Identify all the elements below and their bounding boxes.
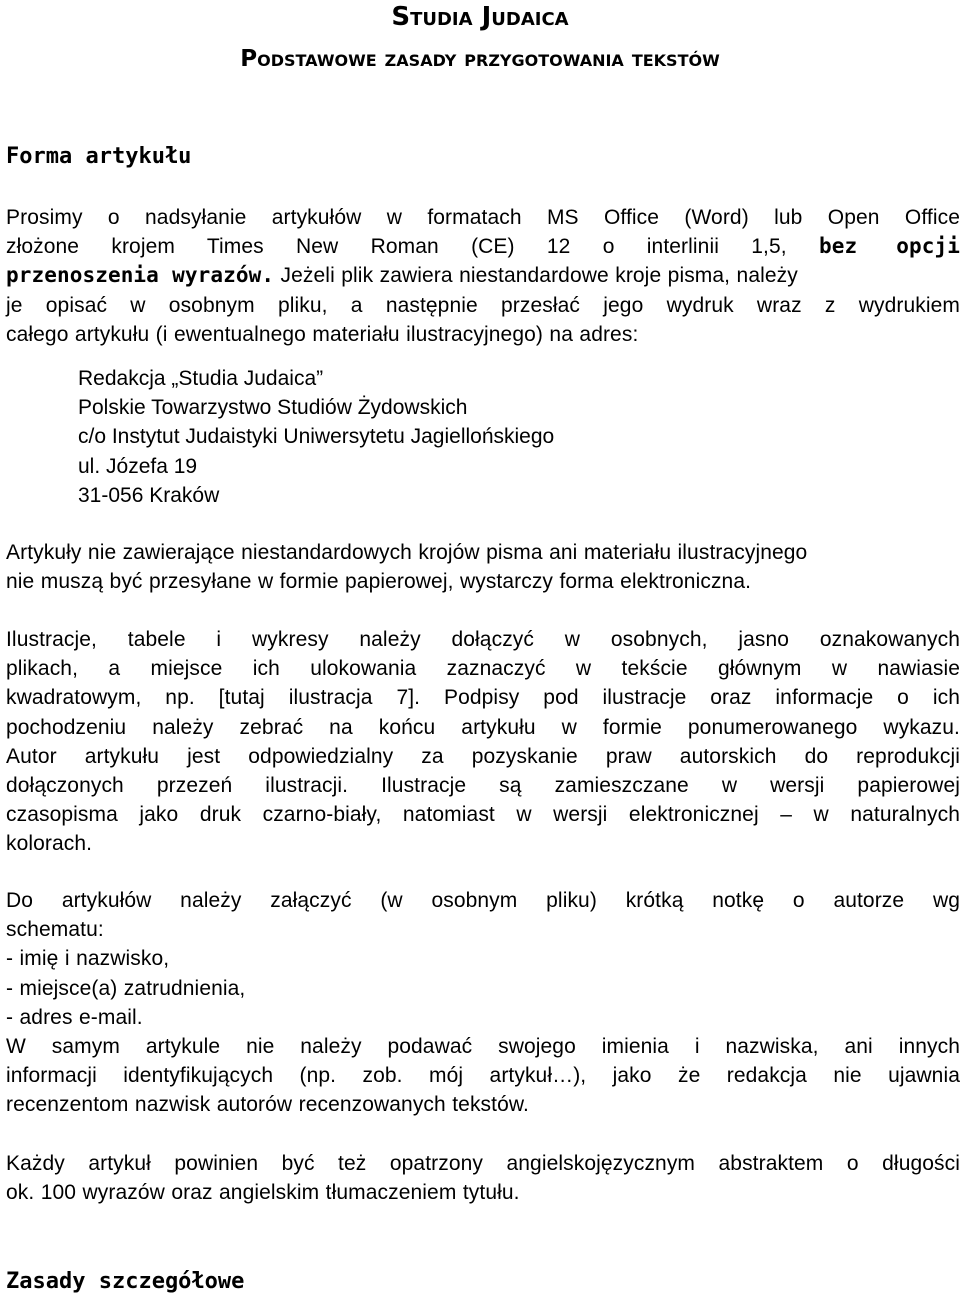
paragraph-line: czasopisma jako druk czarno-biały, natomiast w wersji elektronicznej – w naturalnych [6,803,960,827]
paragraph-line: informacji identyfikujących (np. zob. mój artykuł…), jako że redakcja nie ujawnia [6,1064,960,1088]
document-subtitle: Podstawowe zasady przygotowania tekstów [240,46,720,72]
paragraph-line: Do artykułów należy załączyć (w osobnym pliku) krótką notkę o autorze wg [6,889,960,912]
paragraph-line [6,232,960,261]
paragraph-line: kwadratowym, np. [tutaj ilustracja 7]. Podpisy pod ilustracje oraz informacje o ich [6,686,960,710]
paragraph-line: Autor artykułu jest odpowiedzialny za pozyskanie praw autorskich do reprodukcji [6,744,960,768]
list-item: - imię i nazwisko, [6,947,170,971]
address-line: 31-056 Kraków [78,483,220,507]
paragraph-line: pochodzeniu należy zebrać na końcu artykułu w formie ponumerowanego wykazu. [6,715,960,739]
paragraph-line: Prosimy o nadsyłanie artykułów w formatach MS Office (Word) lub Open Office [6,206,960,229]
paragraph-line: nie muszą być przesyłane w formie papierowej, wystarczy forma elektroniczna. [6,570,752,594]
bold-emphasis: przenoszenia wyrazów. [6,263,275,288]
paragraph-line: Ilustracje, tabele i wykresy należy dołączyć w osobnych, jasno oznakowanych [6,628,960,651]
paragraph-line-text: złożone krojem Times New Roman (CE) 12 o interlinii 1,5, [6,235,787,259]
paragraph-line-text: Jeżeli plik zawiera niestandardowe kroje pisma, należy [274,264,798,288]
paragraph-line: ok. 100 wyrazów oraz angielskim tłumaczeniem tytułu. [6,1181,520,1205]
paragraph-line: całego artykułu (i ewentualnego materiału ilustracyjnego) na adres: [6,322,639,346]
paragraph-illustrations [6,625,960,859]
list-item: - adres e-mail. [6,1005,143,1029]
paragraph-line: plikach, a miejsce ich ulokowania zaznaczyć w tekście głównym w nawiasie [6,657,960,681]
paragraph-electronic-only [6,538,960,596]
address-line: ul. Józefa 19 [78,454,198,478]
postal-address [78,364,554,510]
paragraph-line: W samym artykule nie należy podawać swojego imienia i nazwiska, ani innych [6,1035,960,1059]
list-item: - miejsce(a) zatrudnienia, [6,976,246,1000]
paragraph-line [6,261,960,290]
section-heading-zasady-szczegolowe: Zasady szczegółowe [6,1269,245,1294]
address-line: c/o Instytut Judaistyki Uniwersytetu Jagiellońskiego [78,425,555,449]
section-heading-forma-artykulu: Forma artykułu [6,144,192,169]
address-line: Polskie Towarzystwo Studiów Żydowskich [78,396,468,420]
paragraph-author-note [6,886,960,1120]
paragraph-line: Artykuły nie zawierające niestandardowych krojów pisma ani materiału ilustracyjnego [6,541,808,564]
paragraph-line: je opisać w osobnym pliku, a następnie przesłać jego wydruk wraz z wydrukiem [6,293,960,317]
journal-title: Studia Judaica [391,2,569,32]
paragraph-line: Każdy artykuł powinien być też opatrzony angielskojęzycznym abstraktem o długości [6,1152,960,1175]
address-line: Redakcja „Studia Judaica” [78,367,324,390]
paragraph-line: dołączonych przezeń ilustracji. Ilustracje są zamieszczane w wersji papierowej [6,774,960,798]
paragraph-submission-format [6,203,960,349]
paragraph-line: schematu: [6,918,104,942]
paragraph-line: kolorach. [6,832,93,856]
bold-emphasis: bez opcji [818,234,960,259]
paragraph-abstract [6,1149,960,1207]
paragraph-line: recenzentom nazwisk autorów recenzowanych tekstów. [6,1093,529,1117]
